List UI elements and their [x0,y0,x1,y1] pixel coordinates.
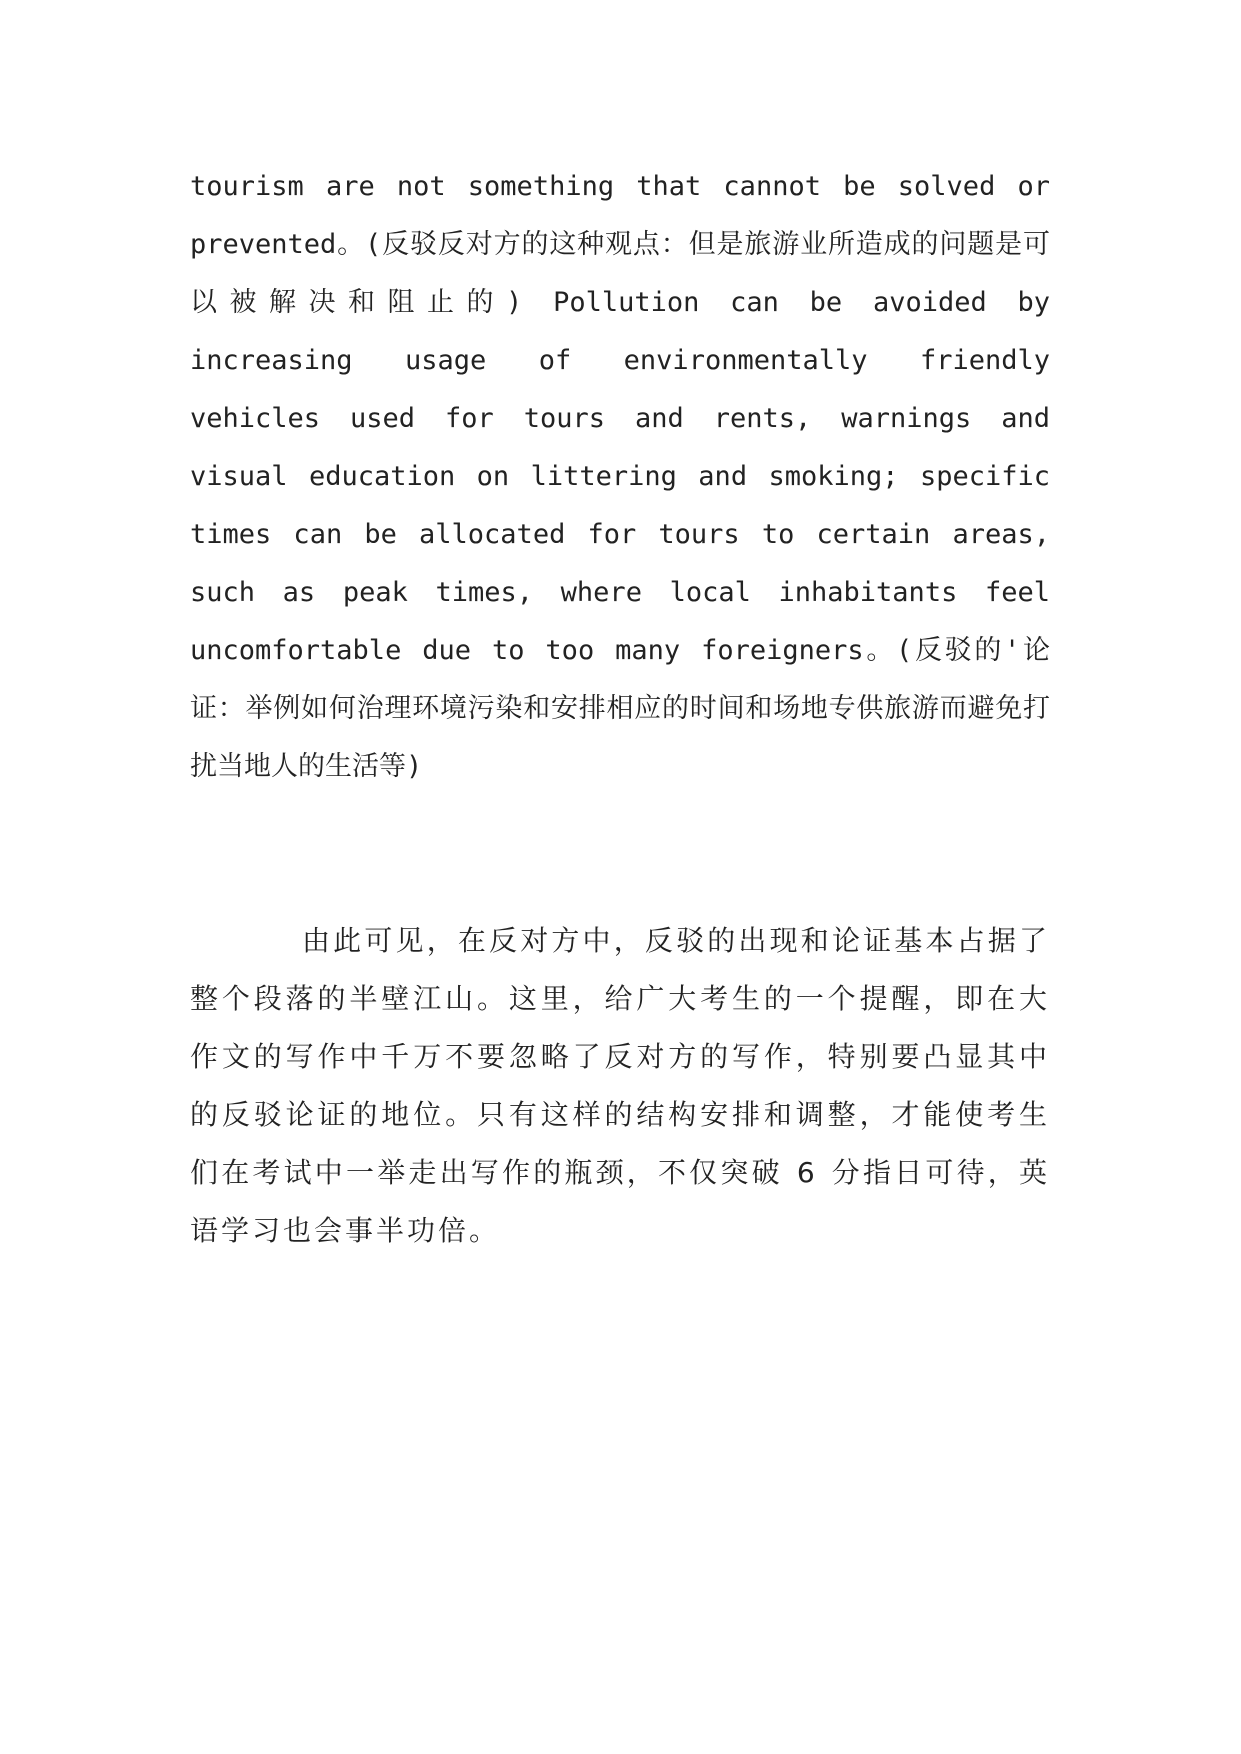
paragraph-text: tourism are not something that cannot be solved or prevented。(反驳反对方的这种观点：但是旅游业所造成的问题是可以被解决和阻止的) Pollution can be avoided by increasing usage of environmentally friendly vehicles used for tours and rents, warnings and visual education on littering and smoking; specific times can be allocated for tours to certain areas, such as peak times, where local inhabitants feel uncomfortable due to too many foreigners。(反驳的'论证：举例如何治理环境污染和安排相应的时间和场地专供旅游而避免打扰当地人的生活等) [190,171,1050,782]
paragraph-text: 由此可见，在反对方中，反驳的出现和论证基本占据了整个段落的半壁江山。这里，给广大考生的一个提醒，即在大作文的写作中千万不要忽略了反对方的写作，特别要凸显其中的反驳论证的地位。只有这样的结构安排和调整，才能使考生们在考试中一举走出写作的瓶颈，不仅突破 6 分指日可待，英语学习也会事半功倍。 [190,924,1050,1247]
paragraph-chinese-summary [190,912,1050,1260]
paragraph-english-rebuttal [190,158,1050,796]
